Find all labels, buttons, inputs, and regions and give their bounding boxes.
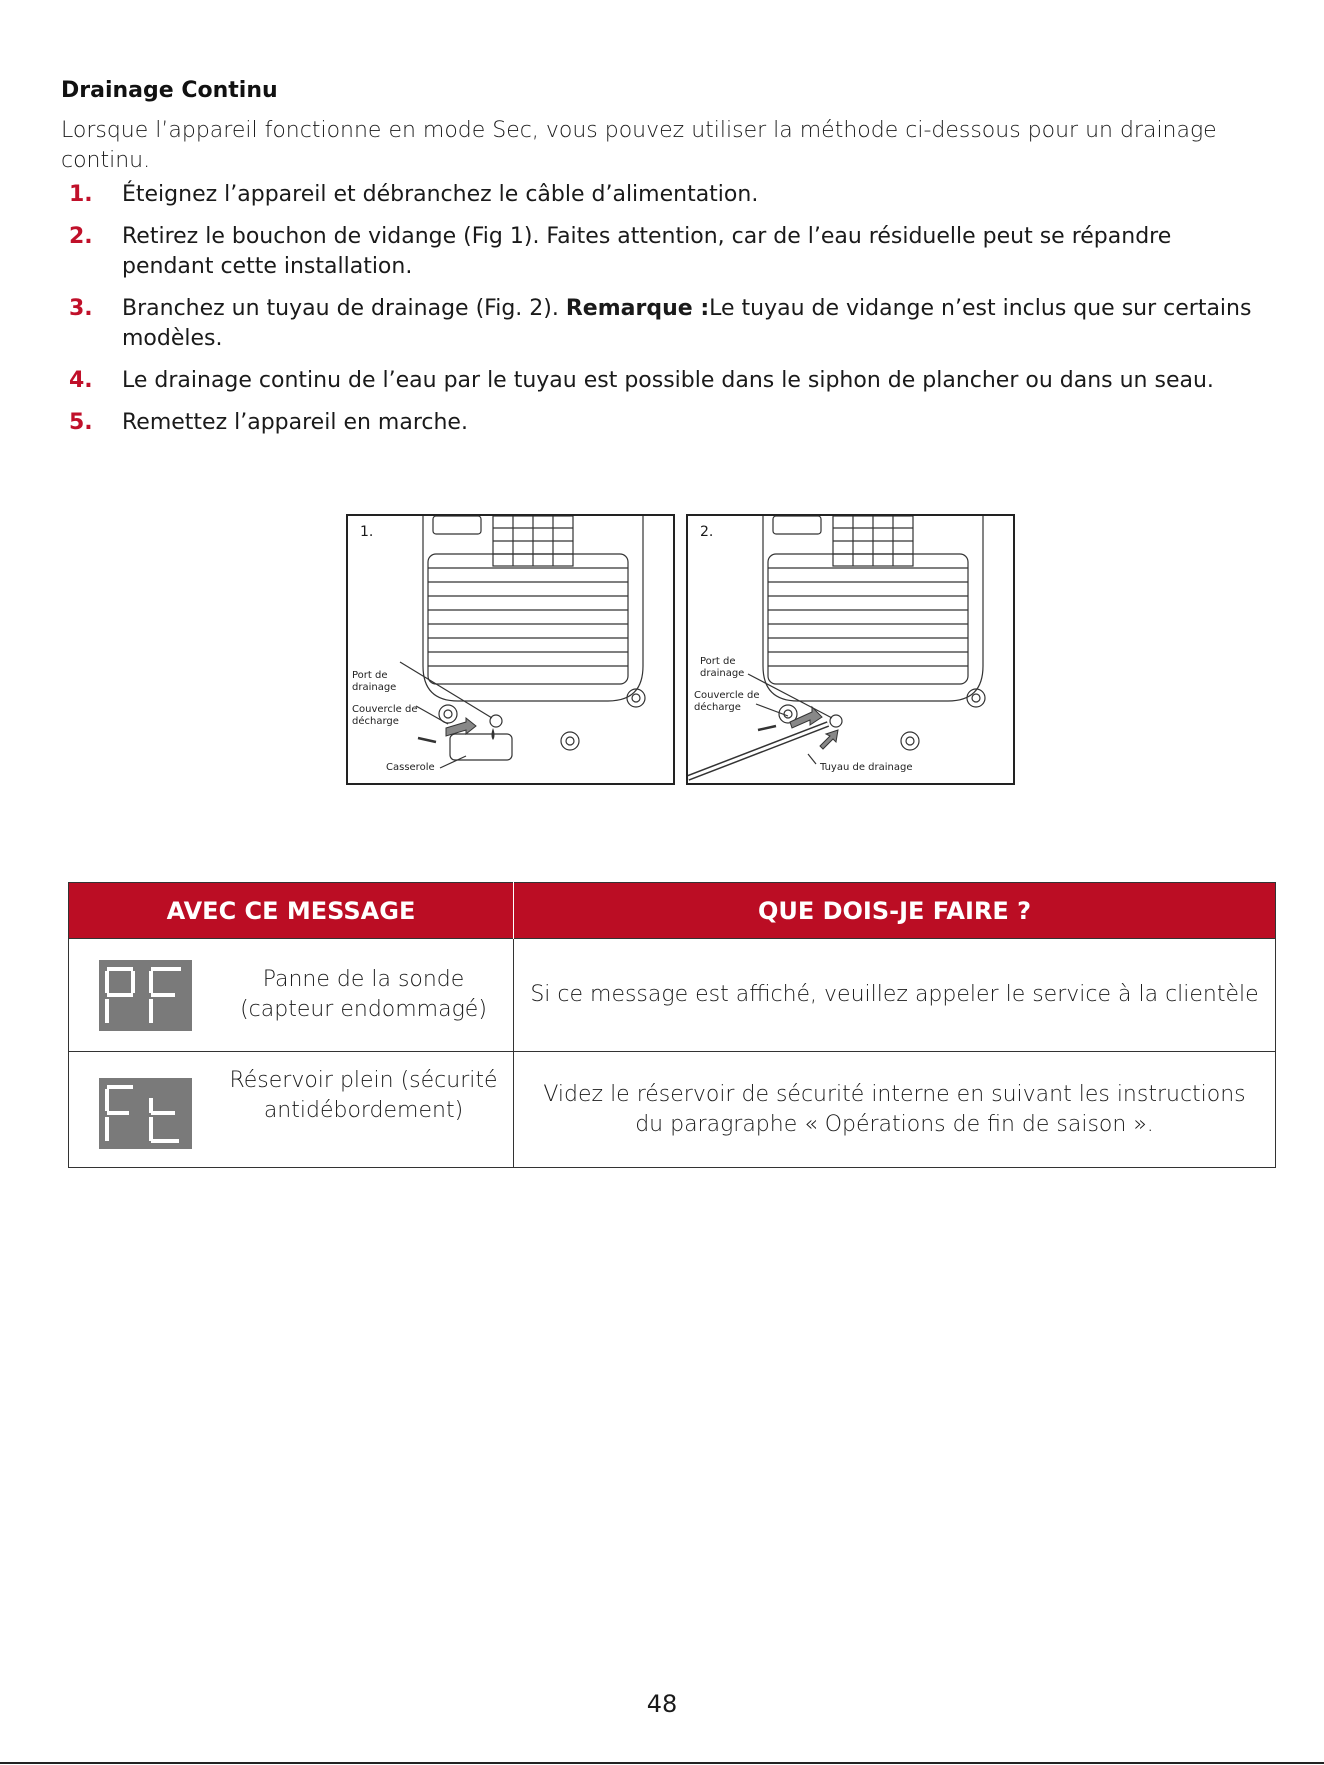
label-drain-hose: Tuyau de drainage — [820, 762, 913, 773]
message-cell — [69, 1052, 514, 1168]
error-code-table — [68, 882, 1276, 1168]
step-number: 2. — [69, 224, 93, 249]
pf-display-icon — [99, 960, 192, 1031]
steps-list — [61, 180, 1261, 450]
step-item — [61, 408, 1261, 438]
figure-number: 1. — [360, 524, 374, 540]
table-row — [69, 1052, 1276, 1168]
table-header-row — [69, 883, 1276, 939]
label-pan: Casserole — [386, 762, 435, 773]
figure-2 — [686, 514, 1015, 785]
step-text: Remettez l’appareil en marche. — [122, 410, 468, 435]
figure-1 — [346, 514, 675, 785]
step-note-label: Remarque : — [565, 296, 710, 321]
table-row — [69, 939, 1276, 1052]
step-item — [61, 222, 1261, 282]
page-number: 48 — [646, 1690, 678, 1718]
unit-illustration-2 — [688, 516, 1013, 783]
intro-paragraph: Lorsque l’appareil fonctionne en mode Sec, vous pouvez utiliser la méthode ci-dessous pour un drainage continu. — [61, 118, 1217, 173]
bottom-rule — [0, 1762, 1324, 1764]
label-discharge-cover: Couvercle de décharge — [352, 704, 418, 727]
action-cell: Videz le réservoir de sécurité interne en suivant les instructions du paragraphe « Opérations de fin de saison ». — [514, 1052, 1276, 1168]
message-text: Réservoir plein (sécurité antidébordement) — [229, 1068, 498, 1123]
label-discharge-cover: Couvercle de décharge — [694, 690, 760, 713]
unit-illustration-1 — [348, 516, 673, 783]
ft-display-icon — [99, 1078, 192, 1149]
step-item — [61, 180, 1261, 210]
step-text-after: Le tuyau de vidange n’est inclus que sur certains modèles. — [122, 296, 1252, 351]
label-drain-port: Port de drainage — [352, 670, 397, 693]
header-message: AVEC CE MESSAGE — [69, 883, 514, 939]
step-text-before: Branchez un tuyau de drainage (Fig. 2). — [122, 296, 566, 321]
step-item — [61, 366, 1261, 396]
message-cell — [69, 939, 514, 1052]
step-number: 3. — [69, 296, 93, 321]
label-drain-port: Port de drainage — [700, 656, 745, 679]
step-number: 4. — [69, 368, 93, 393]
step-text: Éteignez l’appareil et débranchez le câble d’alimentation. — [122, 182, 759, 207]
message-text: Panne de la sonde (capteur endommagé) — [240, 967, 487, 1022]
step-number: 5. — [69, 410, 93, 435]
step-item — [61, 294, 1261, 354]
section-title: Drainage Continu — [61, 78, 278, 103]
step-text — [122, 296, 1251, 351]
step-text: Le drainage continu de l’eau par le tuyau est possible dans le siphon de plancher ou dans un seau. — [122, 368, 1214, 393]
action-cell: Si ce message est affiché, veuillez appeler le service à la clientèle — [514, 939, 1276, 1052]
step-text: Retirez le bouchon de vidange (Fig 1). Faites attention, car de l’eau résiduelle peut se répandre pendant cette installation. — [122, 224, 1172, 279]
step-number: 1. — [69, 182, 93, 207]
header-action: QUE DOIS-JE FAIRE ? — [514, 883, 1276, 939]
figure-number: 2. — [700, 524, 714, 540]
